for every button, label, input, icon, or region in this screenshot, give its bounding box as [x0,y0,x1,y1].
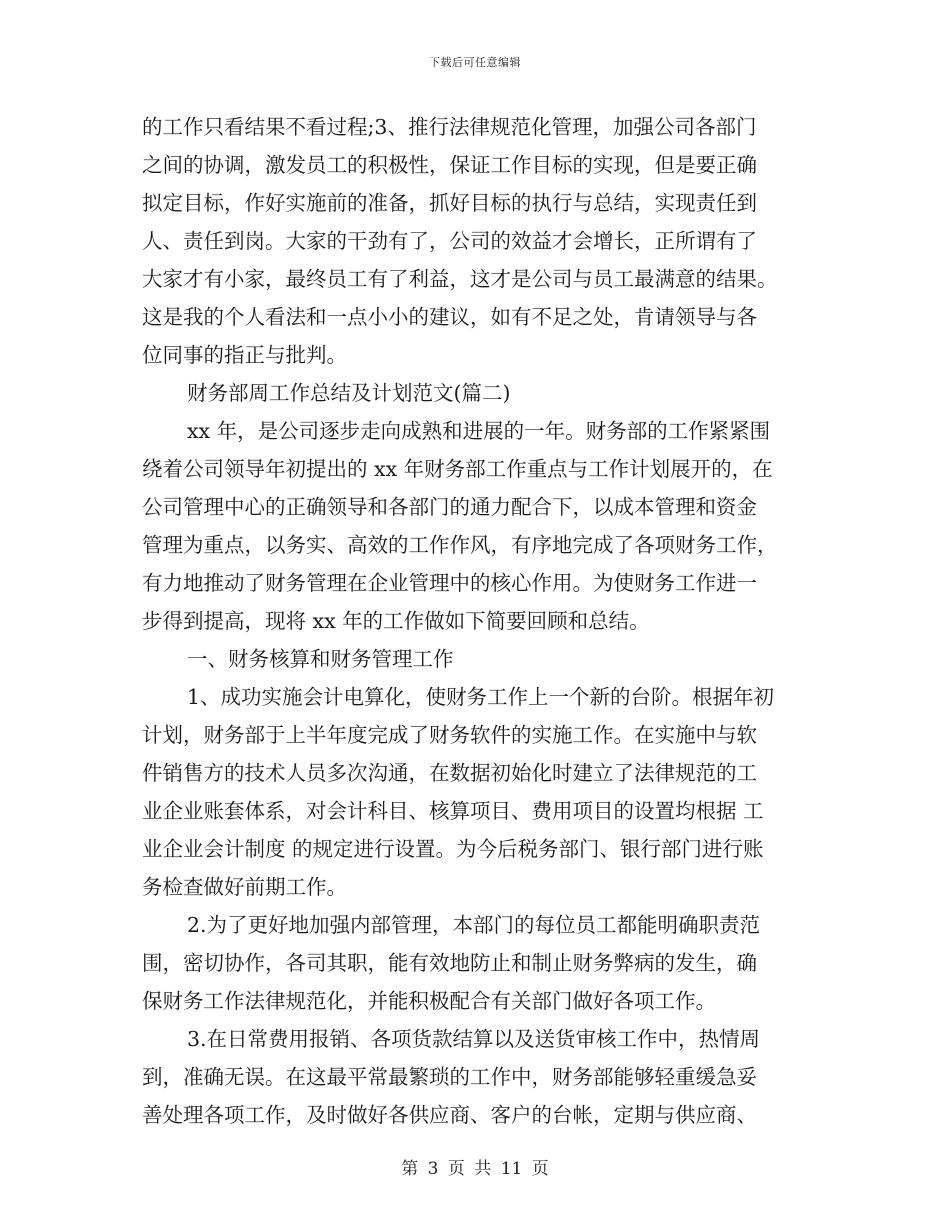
text-line: 的工作只看结果不看过程;3、推行法律规范化管理，加强公司各部门 [142,115,757,139]
page-header: 下载后可任意编辑 [429,56,521,69]
text-line: 件销售方的技术人员多次沟通，在数据初始化时建立了法律规范的工 [142,761,757,785]
text-line: 一、财务核算和财务管理工作 [187,647,454,671]
text-line: 业企业会计制度 的规定进行设置。为今后税务部门、银行部门进行账 [142,837,764,861]
text-line: 到，准确无误。在这最平常最繁琐的工作中，财务部能够轻重缓急妥 [142,1065,757,1089]
text-line: 绕着公司领导年初提出的 xx 年财务部工作重点与工作计划展开的，在 [142,457,773,481]
text-line: 人、责任到岗。大家的干劲有了，公司的效益才会增长，正所谓有了 [142,229,757,253]
text-line: 位同事的指正与批判。 [142,343,347,367]
text-line: 这是我的个人看法和一点小小的建议，如有不足之处，肯请领导与各 [142,305,757,329]
text-line: 财务部周工作总结及计划范文(篇二) [187,381,511,405]
text-line: 围，密切协作，各司其职，能有效地防止和制止财务弊病的发生，确 [142,951,757,975]
text-line: 之间的协调，激发员工的积极性，保证工作目标的实现，但是要正确 [142,153,757,177]
text-line: xx 年，是公司逐步走向成熟和进展的一年。财务部的工作紧紧围 [187,419,771,443]
text-line: 务检查做好前期工作。 [142,875,347,899]
text-line: 拟定目标，作好实施前的准备，抓好目标的执行与总结，实现责任到 [142,191,757,215]
text-line: 大家才有小家，最终员工有了利益，这才是公司与员工最满意的结果。 [142,267,778,291]
text-line: 步得到提高，现将 xx 年的工作做如下简要回顾和总结。 [142,609,650,633]
text-line: 1、成功实施会计电算化，使财务工作上一个新的台阶。根据年初 [187,685,775,709]
text-line: 善处理各项工作，及时做好各供应商、客户的台帐，定期与供应商、 [142,1103,757,1127]
document-body [142,108,808,1134]
text-line: 管理为重点，以务实、高效的工作作风，有序地完成了各项财务工作， [142,533,778,557]
text-line: 2.为了更好地加强内部管理，本部门的每位员工都能明确职责范 [187,913,761,937]
text-line: 保财务工作法律规范化，并能积极配合有关部门做好各项工作。 [142,989,716,1013]
text-line: 计划，财务部于上半年度完成了财务软件的实施工作。在实施中与软 [142,723,757,747]
text-line: 公司管理中心的正确领导和各部门的通力配合下，以成本管理和资金 [142,495,757,519]
text-line: 有力地推动了财务管理在企业管理中的核心作用。为使财务工作进一 [142,571,757,595]
text-line: 3.在日常费用报销、各项货款结算以及送货审核工作中，热情周 [187,1027,761,1051]
page-footer: 第 3 页 共 11 页 [401,1159,549,1179]
text-line: 业企业账套体系，对会计科目、核算项目、费用项目的设置均根据 工 [142,799,764,823]
